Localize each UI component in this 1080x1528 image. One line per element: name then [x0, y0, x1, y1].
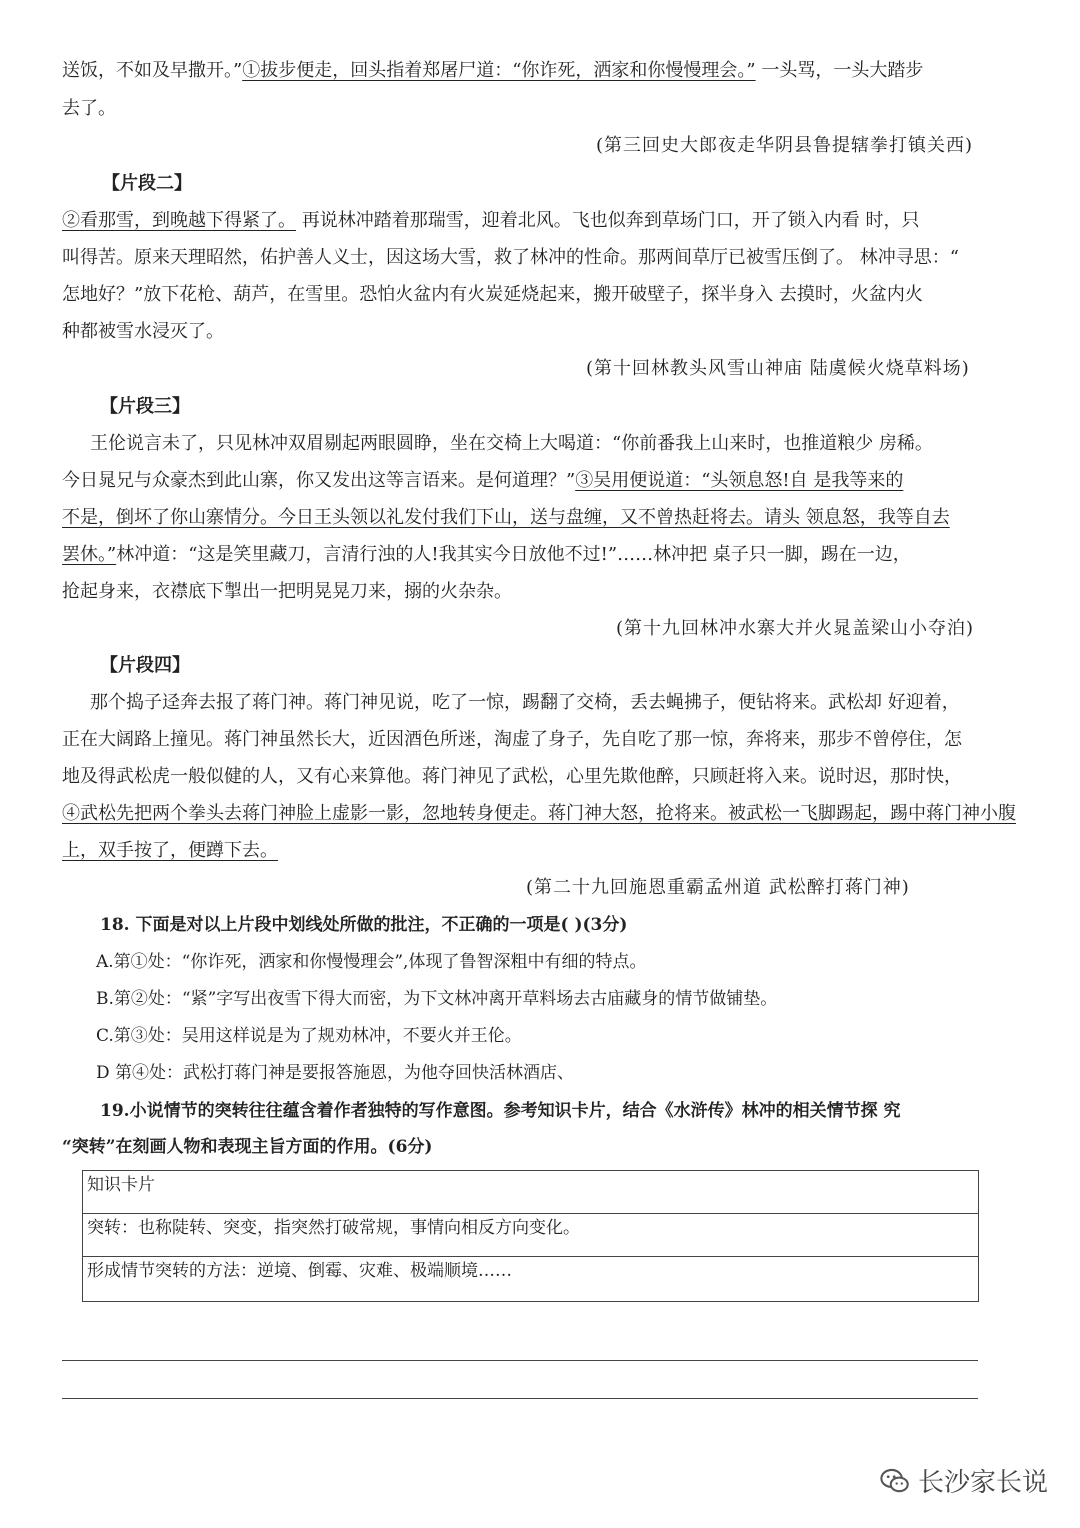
wechat-icon — [878, 1464, 912, 1498]
seg4-line1: 那个捣子迳奔去报了蒋门神。蒋门神见说，吃了一惊，踢翻了交椅，丢去蝇拂子，便钻将来。武松却 好迎着， — [90, 692, 960, 713]
q18-stem: 18. 下面是对以上片段中划线处所做的批注，不正确的一项是( )(3分) — [100, 915, 628, 935]
seg3-heading: 【片段三】 — [100, 396, 190, 417]
seg2-line1 — [62, 208, 1002, 234]
watermark — [878, 1462, 1048, 1499]
seg1-source: (第三回史大郎夜走华阴县鲁提辖拳打镇关西) — [596, 135, 974, 156]
seg3-line1: 王伦说言未了，只见林冲双眉剔起两眼圆睁，坐在交椅上大喝道：“你前番我上山来时，也推道粮少 房稀。 — [90, 433, 933, 454]
seg4-line2: 正在大阔路上撞见。蒋门神虽然长大，近因酒色所迷，淘虚了身子，先自吃了那一惊，奔将来，那步不曾停住，怎 — [62, 729, 962, 750]
seg4-line4 — [62, 801, 1016, 827]
annotation-4-underlined: ④武松先把两个拳头去蒋门神脸上虚影一影，忽地转身便走。蒋门神大怒，抢将来。被武松一飞脚踢起，踢中蒋门神小腹 — [62, 803, 1016, 824]
q18-option-d: D 第④处：武松打蒋门神是要报答施恩，为他夺回快活林酒店、 — [96, 1063, 575, 1083]
q18-option-c: C.第③处：吴用这样说是为了规劝林冲，不要火并王伦。 — [96, 1026, 522, 1046]
seg3-line2-pre: 今日晁兄与众豪杰到此山寨，你又发出这等言语来。是何道理？” — [62, 470, 576, 491]
seg3-line4 — [62, 542, 1002, 568]
annotation-4-underlined-end: 上，双手按了，便蹲下去。 — [62, 840, 278, 861]
annotation-3-underlined-cont: 不是，倒坏了你山寨情分。今日王头领以礼发付我们下山，送与盘缠，又不曾热赶将去。请头 领息怒，我等自去 — [62, 507, 950, 528]
knowledge-card — [82, 1170, 979, 1302]
card-definition: 突转：也称陡转、突变，指突然打破常规，事情向相反方向变化。 — [83, 1214, 979, 1257]
card-title: 知识卡片 — [83, 1171, 979, 1214]
watermark-text: 长沙家长说 — [918, 1468, 1049, 1498]
seg2-line4: 种都被雪水浸灭了。 — [62, 321, 224, 342]
answer-line-1[interactable] — [62, 1360, 978, 1361]
answer-line-2[interactable] — [62, 1398, 978, 1399]
card-methods: 形成情节突转的方法：逆境、倒霉、灾难、极端顺境…… — [83, 1257, 979, 1302]
annotation-1-underlined: ①拔步便走，回头指着郑屠尸道：“你诈死，洒家和你慢慢理会。” — [242, 60, 756, 81]
q18-option-a: A.第①处：“你诈死，洒家和你慢慢理会”,体现了鲁智深粗中有细的特点。 — [96, 952, 647, 972]
q19-stem-line1: 19.小说情节的突转往往蕴含着作者独特的写作意图。参考知识卡片，结合《水浒传》林冲的相关情节探 究 — [100, 1101, 901, 1121]
seg4-source: (第二十九回施恩重霸孟州道 武松醉打蒋门神) — [526, 877, 910, 898]
seg1-line1-pre: 送饭，不如及早撒开。” — [62, 60, 243, 81]
seg4-heading: 【片段四】 — [100, 655, 190, 676]
seg2-line2: 叫得苦。原来天理昭然，佑护善人义士，因这场大雪，救了林冲的性命。那两间草厅已被雪压倒了。 林冲寻思：“ — [62, 247, 959, 268]
seg3-line2 — [62, 468, 1002, 494]
q19-stem-line2: “突转”在刻画人物和表现主旨方面的作用。(6分) — [62, 1137, 433, 1157]
seg2-line1-post: 再说林冲踏着那瑞雪，迎着北风。飞也似奔到草场门口，开了锁入内看 时，只 — [296, 210, 920, 231]
seg3-line5: 抢起身来，衣襟底下掣出一把明晃晃刀来，搦的火杂杂。 — [62, 581, 512, 602]
seg3-line4-post: 林冲道：“这是笑里藏刀，言清行浊的人!我其实今日放他不过!”……林冲把 桌子只一脚，踢在一边， — [116, 544, 911, 565]
seg2-heading: 【片段二】 — [102, 173, 192, 194]
seg3-line3 — [62, 505, 1002, 531]
annotation-2-underlined: ②看那雪，到晚越下得紧了。 — [62, 210, 296, 231]
seg1-line2: 去了。 — [62, 98, 116, 119]
seg4-line3: 地及得武松虎一般似健的人，又有心来算他。蒋门神见了武松，心里先欺他醉，只顾赶将入来。说时迟，那时快， — [62, 766, 962, 787]
seg3-source: (第十九回林冲水寨大并火晁盖梁山小夺泊) — [616, 618, 975, 639]
annotation-3-underlined-end: 罢休。” — [62, 544, 117, 565]
seg1-line1 — [62, 58, 1002, 84]
q18-option-b: B.第②处：“紧”字写出夜雪下得大而密，为下文林冲离开草料场去古庙藏身的情节做铺垫。 — [96, 989, 778, 1009]
seg1-line1-post: 一头骂，一头大踏步 — [755, 60, 924, 81]
seg2-line3: 怎地好？”放下花枪、葫芦，在雪里。恐怕火盆内有火炭延烧起来，搬开破壁子，探半身入 去摸时，火盆内火 — [62, 284, 923, 305]
annotation-3-underlined: ③吴用便说道：“头领息怒!自 是我等来的 — [575, 470, 904, 491]
seg2-source: (第十回林教头风雪山神庙 陆虞候火烧草料场) — [586, 358, 970, 379]
seg4-line5 — [62, 838, 1002, 864]
